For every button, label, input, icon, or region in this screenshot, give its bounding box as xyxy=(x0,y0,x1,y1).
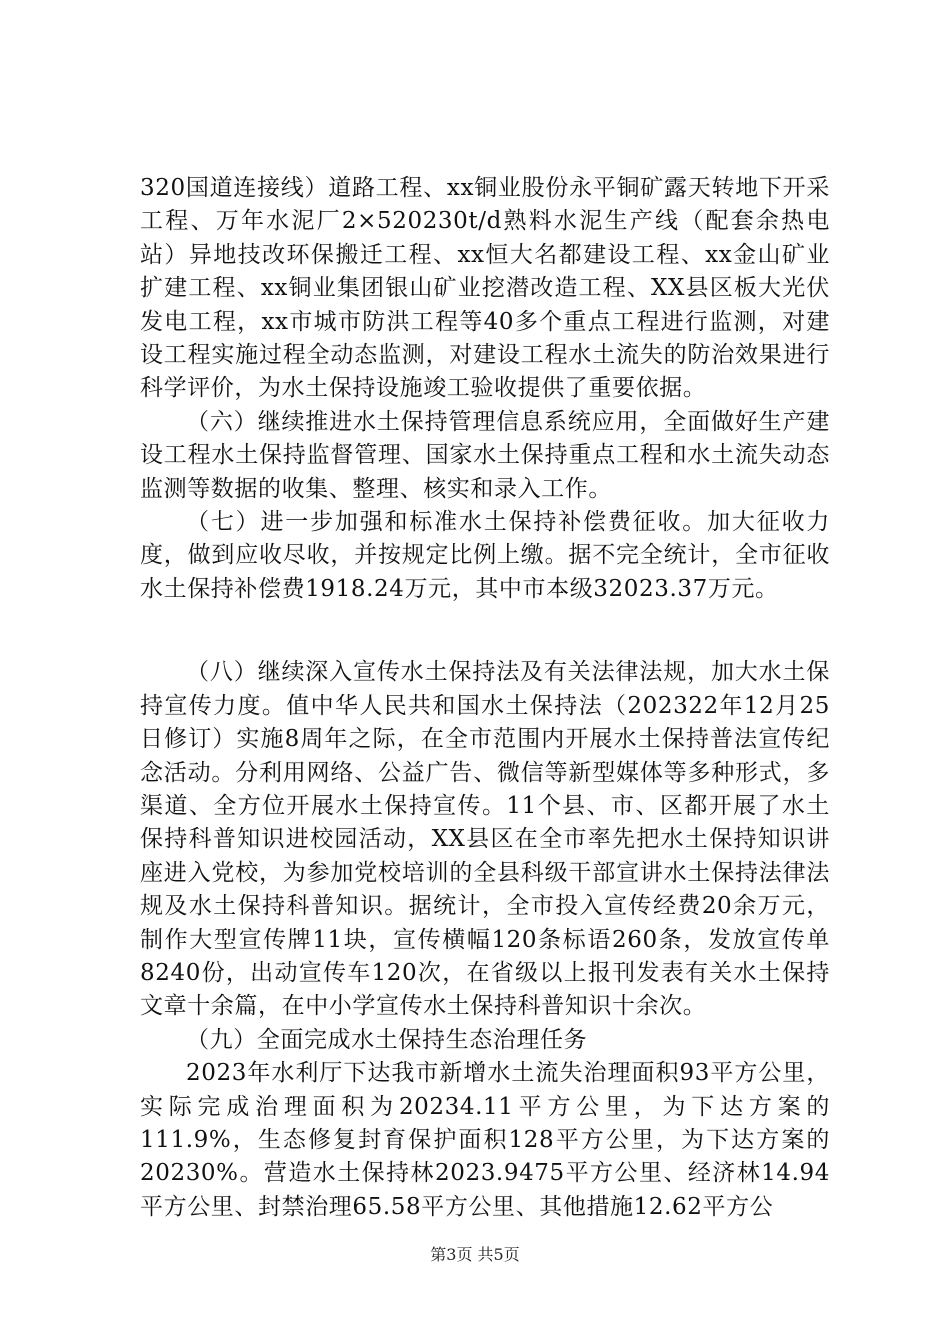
paragraph-nine-body: 2023年水利厅下达我市新增水土流失治理面积93平方公里，实际完成治理面积为20234.11平方公里，为下达方案的111.9%，生态修复封育保护面积128平方公里，为下达方案的20230%。营造水土保持林2023.9475平方公里、经济林14.94平方公里、封禁治理65.58平方公里、其他措施12.62平方公 xyxy=(140,1060,830,1220)
paragraph-nine-heading: （九）全面完成水土保持生态治理任务 xyxy=(186,1026,588,1053)
paragraph-six: （六）继续推进水土保持管理信息系统应用，全面做好生产建设工程水土保持监督管理、国家水土保持重点工程和水土流失动态监测等数据的收集、整理、核实和录入工作。 xyxy=(140,408,830,502)
paragraph-gap xyxy=(140,606,830,656)
paragraph-eight: （八）继续深入宣传水土保持法及有关法律法规，加大水土保持宣传力度。值中华人民共和国水土保持法（202322年12月25日修订）实施8周年之际，在全市范围内开展水土保持普法宣传纪念活动。分利用网络、公益广告、微信等新型媒体等多种形式，多渠道、全方位开展水土保持宣传。11个县、市、区都开展了水土保持科普知识进校园活动，XX县区在全市率先把水土保持知识讲座进入党校，为参加党校培训的全县科级干部宣讲水土保持法律法规及水土保持科普知识。据统计，全市投入宣传经费20余万元，制作大型宣传牌11块，宣传横幅120条标语260条，发放宣传单8240份，出动宣传车120次，在省级以上报刊发表有关水土保持文章十余篇，在中小学宣传水土保持科普知识十余次。 xyxy=(140,659,830,1020)
document-body xyxy=(140,172,830,1224)
paragraph-project-monitoring: 320国道连接线）道路工程、xx铜业股份永平铜矿露天转地下开采工程、万年水泥厂2×520230t/d熟料水泥生产线（配套余热电站）异地技改环保搬迁工程、xx恒大名都建设工程、xx金山矿业扩建工程、xx铜业集团银山矿业挖潜改造工程、XX县区板大光伏发电工程，xx市城市防洪工程等40多个重点工程进行监测，对建设工程实施过程全动态监测，对建设工程水土流失的防治效果进行科学评价，为水土保持设施竣工验收提供了重要依据。 xyxy=(140,175,830,402)
page-footer: 第3页 共5页 xyxy=(430,1245,520,1264)
paragraph-seven: （七）进一步加强和标准水土保持补偿费征收。加大征收力度，做到应收尽收，并按规定比例上缴。据不完全统计，全市征收水土保持补偿费1918.24万元，其中市本级32023.37万元。 xyxy=(140,509,830,602)
